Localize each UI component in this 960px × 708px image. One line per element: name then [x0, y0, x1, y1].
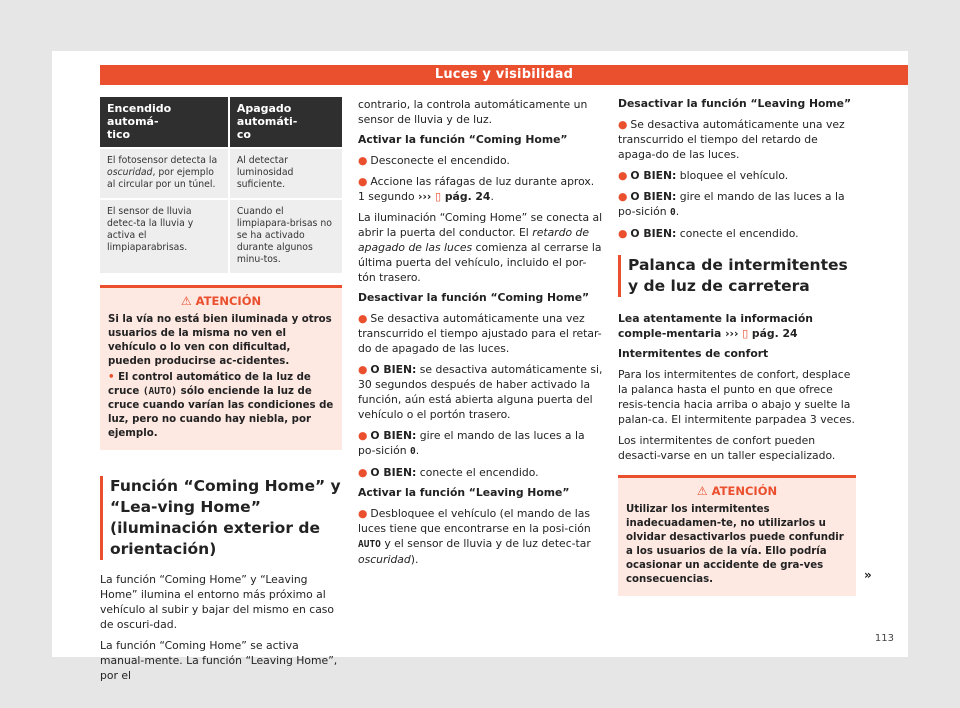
table-cell: Cuando el limpiapara-brisas no se ha activado durante algunos minu-tos. [229, 199, 342, 273]
table-row [100, 148, 342, 199]
warning-heading: ⚠ ATENCIÓN [696, 484, 778, 498]
warning-text: • El control automático de la luz de cruce (AUTO) sólo enciende la luz de cruce cuando varían las condiciones de luz, pero no cuando hay niebla, por ejemplo. [108, 372, 334, 439]
column-3 [618, 97, 856, 596]
paragraph: La función “Coming Home” y “Leaving Home” ilumina el entorno más próximo al vehículo al subir y bajar del mismo en caso de oscuri-dad. [100, 573, 335, 631]
table-row [100, 199, 342, 273]
list-item: ● O BIEN: gire el mando de las luces a la po-sición 0. [358, 429, 585, 457]
paragraph: Los intermitentes de confort pueden desacti-varse en un taller especializado. [618, 434, 836, 462]
book-icon: ▯ [742, 327, 749, 340]
table-cell: Al detectar luminosidad suficiente. [229, 148, 342, 199]
page-reference[interactable]: ››› ▯ pág. 24 [725, 327, 798, 340]
section-title: Función “Coming Home” y “Lea-ving Home” (iluminación exterior de orientación) [100, 476, 342, 560]
warning-text: Utilizar los intermitentes inadecuadamen-te, no utilizarlos u olvidar desactivarlos puede confundir a los usuarios de la vía. Ello podría ocasionar un accidente de gra-ves consecuencias. [626, 504, 844, 585]
list-item: ● Se desactiva automáticamente una vez transcurrido el tiempo del retardo de apaga-do de las luces. [618, 118, 845, 161]
list-item: ● Desbloquee el vehículo (el mando de las luces tiene que encontrarse en la posi-ción AUTO y el sensor de lluvia y de luz detec-tar oscuridad). [358, 507, 591, 566]
lighting-table [100, 97, 342, 273]
list-item: ● O BIEN: gire el mando de las luces a la po-sición 0. [618, 190, 845, 218]
continue-mark: » [864, 568, 872, 582]
paragraph: La función “Coming Home” se activa manual-mente. La función “Leaving Home”, por el [100, 639, 338, 682]
paragraph: contrario, la controla automáticamente un sensor de lluvia y de luz. [358, 98, 588, 126]
list-item: ● Accione las ráfagas de luz durante aprox. 1 segundo ››› ▯ pág. 24. [358, 175, 595, 203]
section-header: Luces y visibilidad [100, 65, 908, 85]
list-item: ● O BIEN: conecte el encendido. [618, 227, 799, 240]
subheading: Desactivar la función “Coming Home” [358, 291, 590, 304]
subheading: Intermitentes de confort [618, 347, 769, 360]
list-item: ● O BIEN: se desactiva automáticamente si, 30 segundos después de haber activado la función, aún está abierta alguna puerta del vehículo o el portón trasero. [358, 363, 603, 421]
warning-text: Si la vía no está bien iluminada y otros usuarios de la misma no ven el vehículo o lo ven con dificultad, pueden producirse ac-cidentes. [108, 314, 332, 367]
list-item: ● Desconecte el encendido. [358, 154, 510, 167]
warning-box [100, 285, 342, 450]
table-cell: El sensor de lluvia detec-ta la lluvia y activa el limpiaparabrisas. [100, 199, 229, 273]
paragraph: Para los intermitentes de confort, desplace la palanca hasta el punto en que ofrece resis-tencia hacia arriba o abajo y suelte la palan-ca. El intermitente parpadea 3 veces. [618, 368, 855, 426]
section-title: Palanca de intermitentes y de luz de carretera [618, 255, 856, 297]
warning-box [618, 475, 856, 596]
manual-page [52, 51, 908, 682]
table-cell: El fotosensor detecta la oscuridad, por ejemplo al circular por un túnel. [100, 148, 229, 199]
paragraph: La iluminación “Coming Home” se conecta al abrir la puerta del conductor. El retardo de apagado de las luces comienza al cerrarse la última puerta del vehículo, incluido el por-tón trasero. [358, 211, 603, 284]
page-reference[interactable]: ››› ▯ pág. 24 [418, 190, 491, 203]
warning-triangle-icon: ⚠ [180, 294, 192, 308]
list-item: ● O BIEN: conecte el encendido. [358, 466, 539, 479]
info-note: Lea atentamente la información comple-mentaria ››› ▯ pág. 24 [618, 312, 813, 340]
subheading: Desactivar la función “Leaving Home” [618, 97, 852, 110]
subheading: Activar la función “Leaving Home” [358, 486, 570, 499]
table-header-off: Apagado automáti- co [229, 97, 342, 148]
column-1 [100, 97, 342, 689]
warning-heading: ⚠ ATENCIÓN [180, 294, 262, 308]
warning-triangle-icon: ⚠ [696, 484, 708, 498]
list-item: ● Se desactiva automáticamente una vez transcurrido el tiempo ajustado para el retar-do de apagado de las luces. [358, 312, 602, 355]
list-item: ● O BIEN: bloquee el vehículo. [618, 169, 789, 182]
page-number: 113 [874, 633, 894, 644]
table-header-on: Encendido automá- tico [100, 97, 229, 148]
column-2 [358, 97, 604, 573]
book-icon: ▯ [435, 190, 442, 203]
subheading: Activar la función “Coming Home” [358, 133, 568, 146]
